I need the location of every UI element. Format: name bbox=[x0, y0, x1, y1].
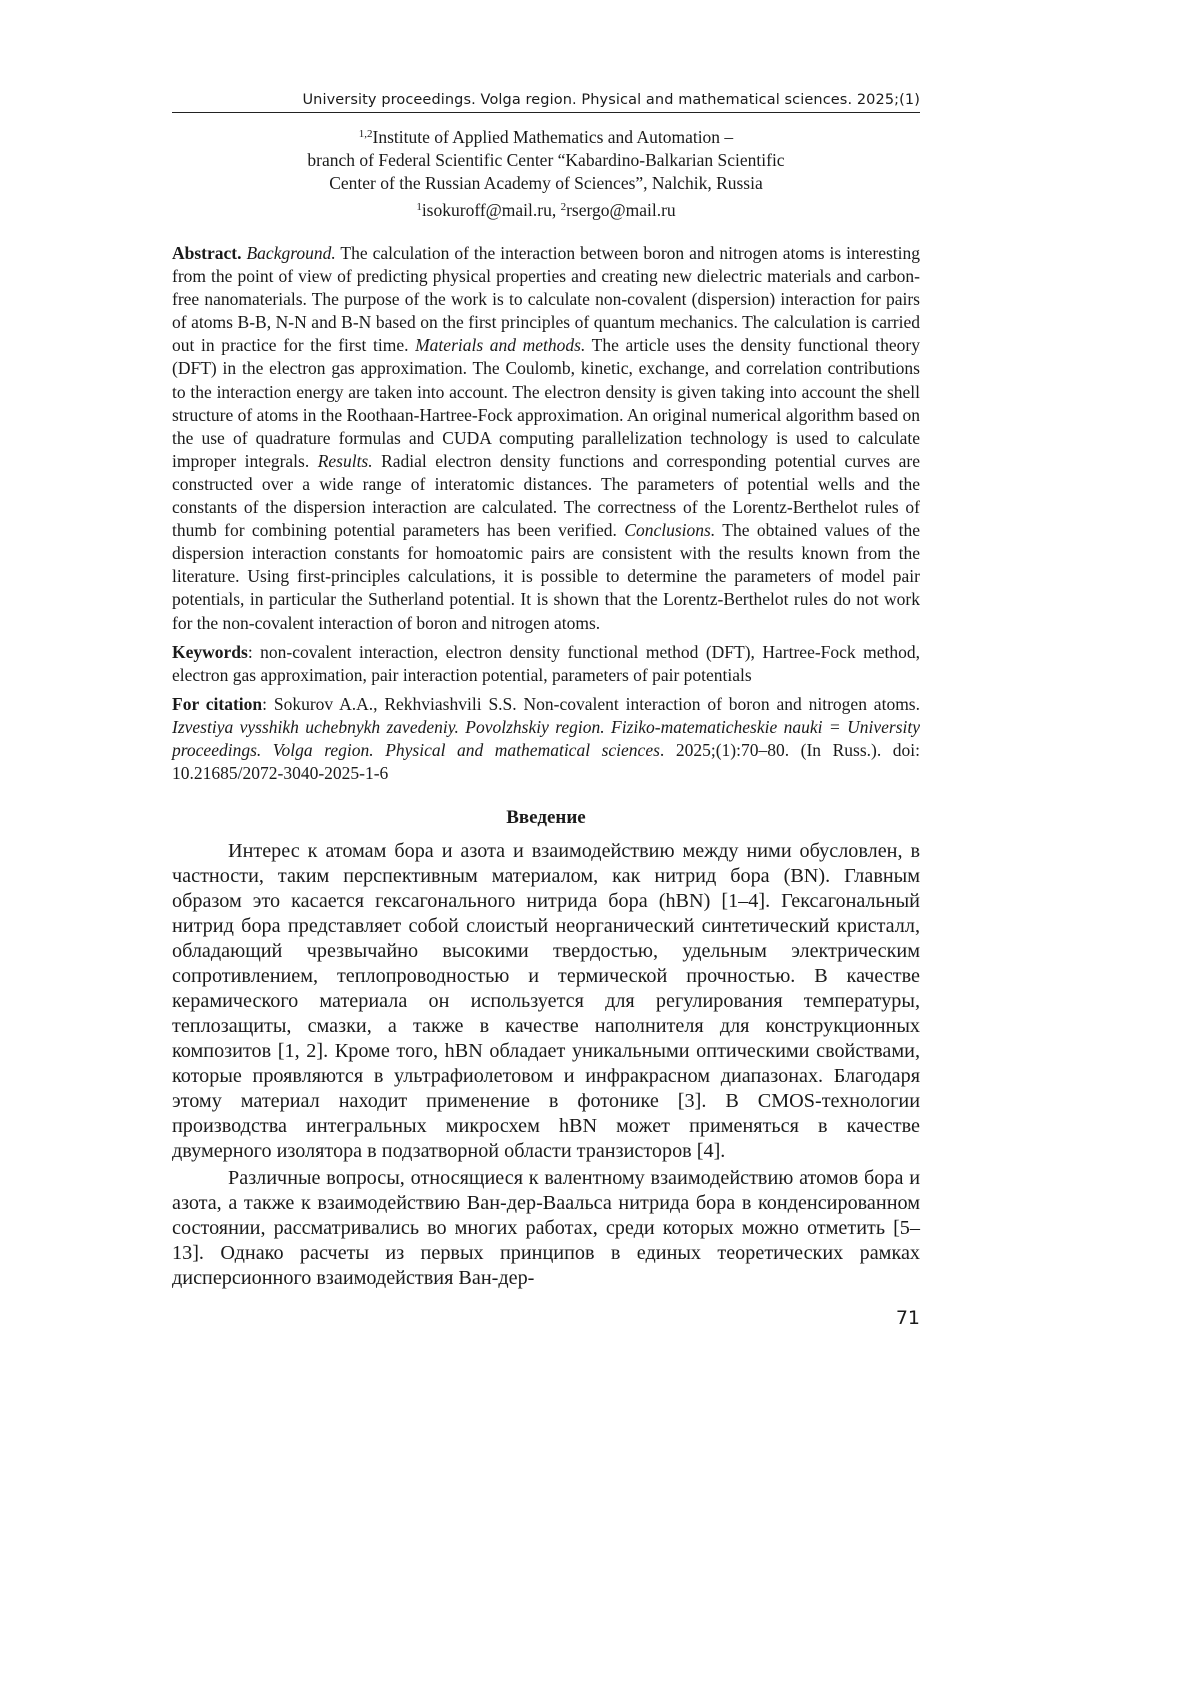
keywords-text: : non-covalent interaction, electron density functional method (DFT), Hartree-Fock method, electron gas approximation, pair interaction potential, parameters of pair potentials bbox=[172, 641, 920, 685]
affiliation-line-1: $^{1,2}$Institute of Applied Mathematics and Automation – bbox=[358, 127, 734, 147]
abstract-results-text: Radial electron density functions and corresponding potential curves are constructed over a wide range of interatomic distances. The parameters of potential wells and the constants of the dispersion interaction are calculated. The correctness of the Lorentz-Berthelot rules of thumb for combining potential parameters has been verified. bbox=[172, 450, 921, 541]
email-2: rsergo@mail.ru bbox=[566, 200, 676, 220]
keywords-label: Keywords bbox=[172, 641, 248, 662]
affiliation-block bbox=[172, 126, 920, 222]
citation-journal: Izvestiya vysshikh uchebnykh zavedeniy. Povolzhskiy region. Fiziko-matematicheskie nauki = University proceedings. Volga region. Physical and mathematical sciences bbox=[172, 716, 920, 760]
section-title-introduction: Введение bbox=[506, 807, 586, 829]
journal-page bbox=[172, 92, 920, 1329]
citation-label: For citation bbox=[172, 693, 263, 714]
abstract-conclusions-text: The obtained values of the dispersion interaction constants for homoatomic pairs are consistent with the results known from the literature. Using first-principles calculations, it is possible to determine the parameters of model pair potentials, in particular the Sutherland potential. It is shown that the Lorentz-Berthelot rules do not work for the non-covalent interaction of boron and nitrogen atoms. bbox=[172, 520, 920, 633]
citation bbox=[172, 693, 920, 785]
running-title: University proceedings. Volga region. Physical and mathematical sciences. 2025;(1) bbox=[302, 92, 920, 108]
author-emails: $^1$isokuroff@mail.ru, $^2$rsergo@mail.ru bbox=[416, 200, 676, 220]
abstract-label: Abstract. bbox=[172, 243, 242, 263]
abstract-methods-text: The article uses the density functional theory (DFT) in the electron gas approximation. The Coulomb, kinetic, exchange, and correlation contributions to the interaction energy are taken into account. The electron density is given taking into account the shell structure of atoms in the Roothaan-Hartree-Fock approximation. An original numerical algorithm based on the use of quadrature formulas and CUDA computing parallelization technology is used to calculate improper integrals. bbox=[172, 335, 920, 471]
running-header bbox=[172, 92, 920, 113]
affiliation-line-2: branch of Federal Scientific Center “Kabardino-Balkarian Scientific bbox=[307, 150, 785, 170]
abstract-background-label: Background. bbox=[246, 243, 336, 263]
affiliation-line-3: Center of the Russian Academy of Sciences”, Nalchik, Russia bbox=[329, 173, 763, 193]
abstract-results-label: Results. bbox=[317, 450, 373, 471]
citation-text-after: . 2025;(1):70–80. (In Russ.). doi: 10.21685/2072-3040-2025-1-6 bbox=[172, 739, 921, 784]
citation-text-before: : Sokurov A.A., Rekhviashvili S.S. Non-covalent interaction of boron and nitrogen atoms. bbox=[262, 693, 920, 714]
abstract bbox=[172, 242, 920, 635]
affiliation-superscript: 1,2 bbox=[358, 128, 373, 140]
intro-paragraph-1: Интерес к атомам бора и азота и взаимодействию между ними обусловлен, в частности, таким перспективным материалом, как нитрид бора (BN). Главным образом это касается гексагонального нитрида бора (hBN) [1–4]. Гексагональный нитрид бора представляет собой слоистый неорганический синтетический кристалл, обладающий чрезвычайно высокими твердостью, удельным электрическим сопротивлением, теплопроводностью и термической прочностью. В качестве керамического материала он используется для регулирования температуры, теплозащиты, смазки, а также в качестве наполнителя для конструкционных композитов [1, 2]. Кроме того, hBN обладает уникальными оптическими свойствами, которые проявляются в ультрафиолетовом и инфракрасном диапазонах. Благодаря этому материал находит применение в фотонике [3]. В CMOS-технологии производства интегральных микросхем hBN может применяться в качестве двумерного изолятора в подзатворной области транзисторов [4]. bbox=[172, 840, 920, 1163]
abstract-methods-label: Materials and methods. bbox=[415, 335, 586, 356]
abstract-background-text: The calculation of the interaction between boron and nitrogen atoms is interesting from the point of view of predicting physical properties and creating new dielectric materials and carbon-free nanomaterials. The purpose of the work is to calculate non-covalent (dispersion) interaction for pairs of atoms B-B, N-N and B-N based on the first principles of quantum mechanics. The calculation is carried out in practice for the first time. bbox=[172, 243, 921, 356]
intro-paragraph-2: Различные вопросы, относящиеся к валентному взаимодействию атомов бора и азота, а также к взаимодействию Ван-дер-Ваальса нитрида бора в конденсированном состоянии, рассматривались во многих работах, среди которых можно отметить [5–13]. Однако расчеты из первых принципов в единых теоретических рамках дисперсионного взаимодействия Ван-дер- bbox=[172, 1167, 920, 1290]
abstract-conclusions-label: Conclusions. bbox=[624, 520, 716, 541]
page-number: 71 bbox=[895, 1307, 920, 1330]
keywords bbox=[172, 641, 920, 687]
email-1: isokuroff@mail.ru bbox=[421, 200, 552, 220]
